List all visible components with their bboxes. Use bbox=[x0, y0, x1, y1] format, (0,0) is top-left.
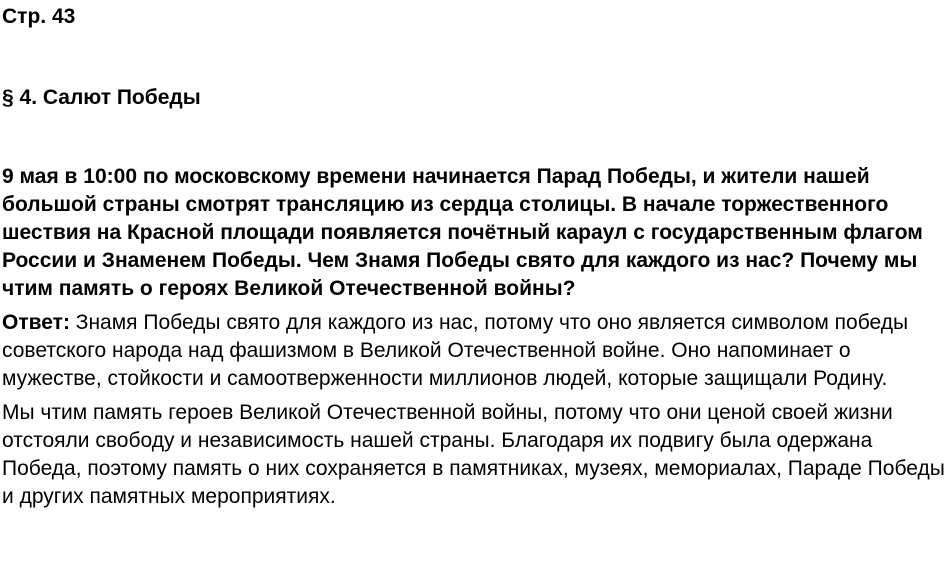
answer-label: Ответ: bbox=[2, 311, 70, 334]
section-title: § 4. Салют Победы bbox=[2, 86, 201, 109]
answer-paragraph bbox=[2, 309, 952, 393]
answer-text: Знамя Победы свято для каждого из нас, потому что оно является символом победы советского народа над фашизмом в Великой Отечественной войне. Оно напоминает о мужестве, стойкости и самоотверженности миллионов людей, которые защищали Родину. bbox=[2, 311, 909, 390]
question-text: 9 мая в 10:00 по московскому времени начинается Парад Победы, и жители нашей большой страны смотрят трансляцию из сердца столицы. В начале торжественного шествия на Красной площади появляется почётный караул с государственным флагом России и Знаменем Победы. Чем Знамя Победы свято для каждого из нас? Почему мы чтим память о героях Великой Отечественной войны? bbox=[2, 165, 923, 300]
page-number: Стр. 43 bbox=[2, 5, 76, 28]
second-paragraph: Мы чтим память героев Великой Отечественной войны, потому что они ценой своей жизни отстояли свободу и независимость нашей страны. Благодаря их подвигу была одержана Победа, поэтому память о них сохраняется в памятниках, музеях, мемориалах, Параде Победы и других памятных мероприятиях. bbox=[2, 401, 945, 508]
